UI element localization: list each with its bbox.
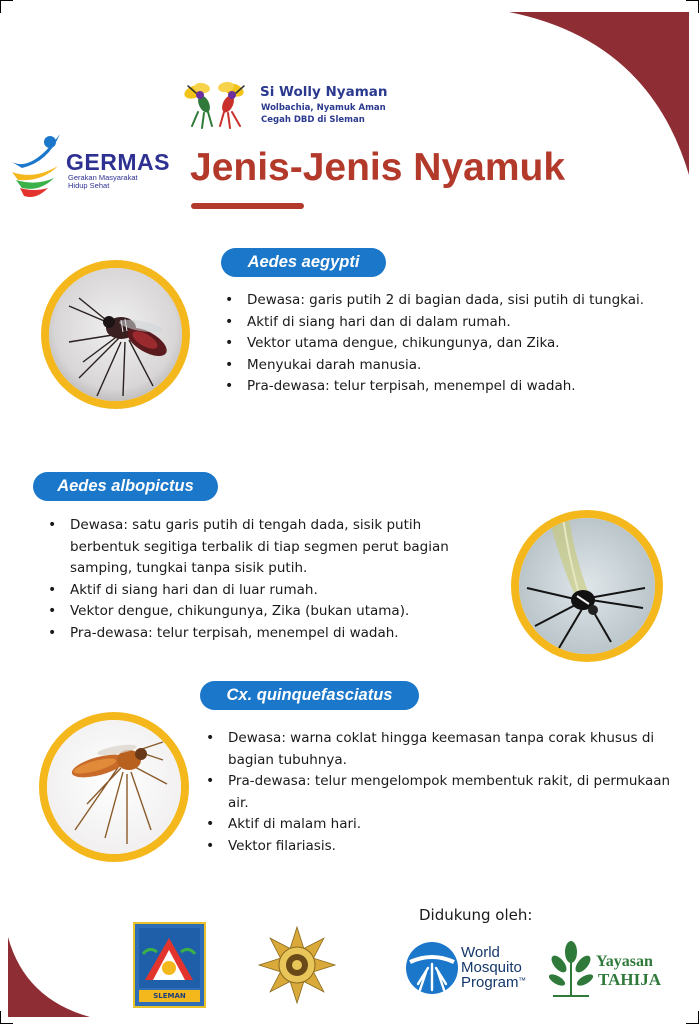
crop-mark-br [686,1011,699,1024]
list-item: • Menyukai darah manusia. [224,355,694,377]
wmp-line-1: World [461,944,500,961]
wmp-line-3: Program [461,974,519,991]
campaign-subtitle-2: Cegah DBD di Sleman [261,115,365,125]
list-item: • Pra-dewasa: telur mengelompok membentuk rakit, di permukaan air. [205,771,695,814]
aedes-aegypti-photo [41,260,190,409]
campaign-subtitle-1: Wolbachia, Nyamuk Aman [261,103,386,113]
list-item: • Vektor dengue, chikungunya, Zika (bukan utama). [47,601,487,623]
section-pill-aedes-albopictus: Aedes albopictus [33,472,218,501]
sleman-crest-label: SLEMAN [153,992,186,1000]
list-item: • Aktif di malam hari. [205,814,695,836]
aedes-albopictus-facts [47,515,487,644]
germas-subtitle-1: Gerakan Masyarakat [68,173,138,182]
yayasan-tahija-line-1: Yayasan [596,953,653,970]
list-item: • Aktif di siang hari dan di luar rumah. [47,580,487,602]
list-item: • Vektor utama dengue, chikungunya, dan Zika. [224,333,694,355]
supported-by-label: Didukung oleh: [419,906,533,924]
list-item: • Dewasa: warna coklat hingga keemasan tanpa corak khusus di bagian tubuhnya. [205,728,695,771]
ugm-emblem-icon [258,924,336,1006]
list-item: • Dewasa: garis putih 2 di bagian dada, sisi putih di tungkai. [224,290,694,312]
wmp-trademark: ™ [518,976,526,985]
germas-logo-icon [8,128,68,200]
section-pill-cx-quinquefasciatus: Cx. quinquefasciatus [200,681,419,710]
cx-quinquefasciatus-photo [39,712,189,862]
list-item: • Dewasa: satu garis putih di tengah dada, sisik putih berbentuk segitiga terbalik di tiap segmen perut bagian samping, tungkai tanpa sisik putih. [47,515,487,580]
corner-decoration-bottom-left [0,929,95,1024]
page-title: Jenis-Jenis Nyamuk [190,146,566,189]
list-item: • Pra-dewasa: telur terpisah, menempel di wadah. [224,376,694,398]
germas-wordmark: GERMAS [66,149,170,175]
list-item: • Vektor filariasis. [205,836,695,858]
crop-mark-tl [0,0,13,13]
wmp-line-2: Mosquito [461,959,522,976]
section-pill-aedes-aegypti: Aedes aegypti [221,248,386,277]
campaign-title: Si Wolly Nyaman [260,84,388,100]
world-mosquito-program-logo-icon [404,940,460,996]
aedes-aegypti-facts [224,290,694,398]
mosquito-mascot-icon [182,80,254,132]
title-underline [191,203,304,209]
list-item: • Aktif di siang hari dan di dalam rumah. [224,312,694,334]
yayasan-tahija-line-2: TAHIJA [598,970,661,989]
cx-quinquefasciatus-facts [205,728,695,857]
sleman-crest-icon [133,922,206,1008]
list-item: • Pra-dewasa: telur terpisah, menempel di wadah. [47,623,487,645]
aedes-albopictus-photo [511,510,663,662]
yayasan-tahija-logo-icon [545,938,597,998]
germas-subtitle-2: Hidup Sehat [68,181,110,190]
